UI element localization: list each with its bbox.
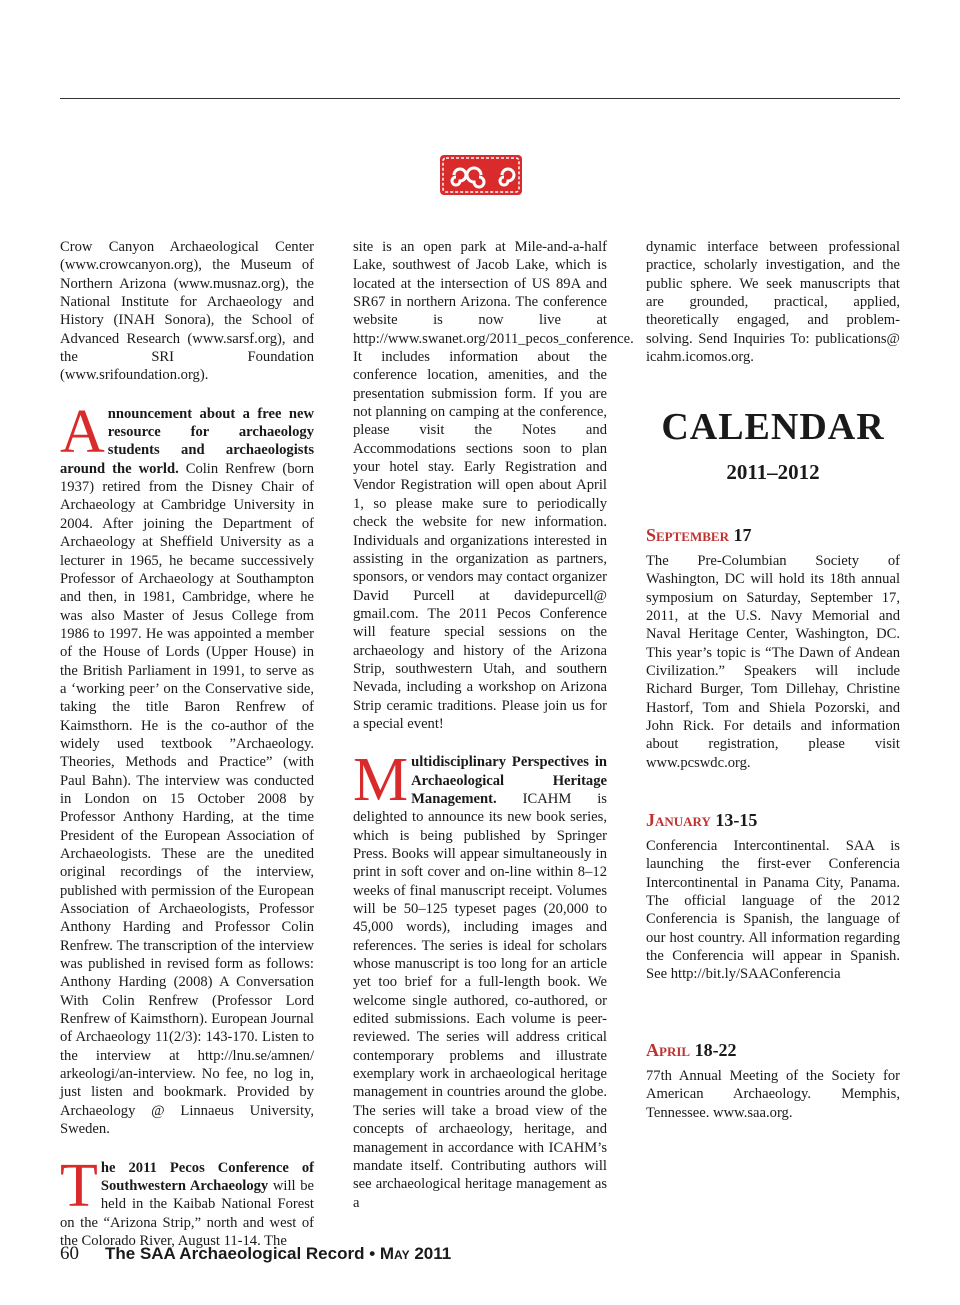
calendar-years: 2011–2012 xyxy=(726,460,820,484)
renfrew-announcement xyxy=(60,397,314,1139)
spiral-ornament-icon xyxy=(440,155,522,195)
event-text: The Pre-Columbian Society of Washington, DC will hold its 18th annual symposium on Saturday, September 17, 2011, at the U.S. Navy Memorial and Naval Heritage Center, Washington, DC. This year’s topic is “The Dawn of Andean Civilization.” Speakers will include Richard Burger, Tom Dillehay, Christine Hastorf, Tom and Shiela Pozorski, and John Rick. For details and information about registration, please visit www.pcswdc.org. xyxy=(646,553,900,771)
column-3 xyxy=(646,238,900,366)
pecos-announcement xyxy=(60,1151,314,1251)
institutions-paragraph: Crow Canyon Archaeological Center (www.crowcanyon.org), the Museum of Northern Arizona (www.musnaz.org), the National Institute for Archaeology and History (INAH Sonora), the School of Advanced Research (www.sarsf.org), and the SRI Foundation (www.srifoundation.org). xyxy=(60,239,314,384)
footer-separator: • xyxy=(369,1244,376,1263)
event-month: January xyxy=(646,810,711,830)
event-text: 77th Annual Meeting of the Society for American Archaeology. Memphis, Tennessee. www.saa.org. xyxy=(646,1068,900,1121)
renfrew-lead: nnouncement about a free new resource for archaeology students and archaeologists around the world. xyxy=(60,405,314,477)
event-month: April xyxy=(646,1040,691,1060)
issue-date: May 2011 xyxy=(379,1244,452,1263)
event-april xyxy=(646,1040,900,1122)
calendar-title: CALENDAR xyxy=(661,406,885,448)
pecos-lead: he 2011 Pecos Conference of Southwestern Archaeology xyxy=(100,1159,314,1194)
drop-cap-t: T xyxy=(60,1151,98,1220)
event-text: Conferencia Intercontinental. SAA is launching the first-ever Conferencia Intercontinental in Panama City, Panama. The official language of the 2012 Conferencia is Spanish, the language of our host country. All information regarding the Conferencia will appear in Spanish. See http://bit.ly/SAAConferencia xyxy=(646,838,900,983)
event-days: 13-15 xyxy=(715,810,758,830)
event-september xyxy=(646,525,900,772)
pecos-continued: site is an open park at Mile-and-a-half Lake, southwest of Jacob Lake, which is located at the intersection of US 89A and SR67 in northern Arizona. The conference website is now live at http://www.swanet.org/2011_pecos_conference. It includes information about the conference location, amenities, and the presentation submission form. If you are not planning on camping at the conference, please visit the Notes and Accommodations sections soon to plan your hotel stay. Early Registration and Vendor Registration will open about April 1, so please make sure to periodically check the website for new information. Individuals and organizations interested in assisting in the organization as partners, sponsors, or vendors may contact organizer David Purcell at davidepurcell@ gmail.com. The 2011 Pecos Conference will feature special sessions on the archaeology and history of the Arizona Strip, southwestern Utah, and southern Nevada, including a workshop on Arizona Strip ceramic traditions. Please join us for a special event! xyxy=(353,239,634,732)
page-footer xyxy=(60,1243,451,1265)
page-number: 60 xyxy=(60,1243,79,1264)
header-rule xyxy=(60,98,900,99)
drop-cap-m: M xyxy=(353,746,409,815)
icahm-announcement xyxy=(353,746,607,1212)
column-2 xyxy=(353,238,634,1212)
pecos-body: will be held in the Kaibab National Forest on the “Arizona Strip,” north and west of the Colorado River, August 11-14. The xyxy=(60,1177,314,1249)
drop-cap-a: A xyxy=(60,397,105,466)
icahm-body: ICAHM is delighted to announce its new book series, which is being published by Springer Press. Books will appear simultaneously in print in soft cover and on-line within 8–12 weeks of final manuscript receipt. Volumes will be 50–125 typeset pages (20,000 to 45,000 words), including images and references. The series is ideal for scholars whose manuscript is too long for an article yet too brief for a full-length book. We welcome single authored, co-authored, or edited submissions. Each volume is peer-reviewed. The series will address critical contemporary problems and illustrate exemplary work in archaeological heritage management in countries around the globe. The series will take a broad view of the concepts of archaeology, heritage, and management in accordance with ICAHM’s mandate itself. Contributing authors will see archaeological heritage management as a xyxy=(353,790,607,1211)
event-date xyxy=(646,525,900,546)
icahm-continued: dynamic interface between professional practice, scholarly investigation, and the public sphere. We seek manuscripts that are grounded, practical, applied, theoretically engaged, and problem-solving. Send Inquiries To: publications@ icahm.icomos.org. xyxy=(646,239,900,366)
event-month: September xyxy=(646,525,729,545)
event-january xyxy=(646,810,900,984)
event-date xyxy=(646,1040,900,1061)
column-1 xyxy=(60,238,314,1250)
icahm-lead: ultidisciplinary Perspectives in Archaeological Heritage Management. xyxy=(411,754,607,807)
event-days: 18-22 xyxy=(694,1040,737,1060)
event-date xyxy=(646,810,900,831)
publication-title: The SAA Archaeological Record xyxy=(105,1244,365,1263)
event-days: 17 xyxy=(733,525,752,545)
renfrew-body: Colin Renfrew (born 1937) retired from the Disney Chair of Archaeology at Cambridge University in 2004. After joining the Department of Archaeology at Sheffield University as a lecturer in 1965, he became successively Professor of Archaeology at Southampton and then, in 1981, Cambridge, where he was also Master of Jesus College from 1986 to 1997. He was appointed a member of the House of Lords (Upper House) in the British Parliament in 1991, to serve as a ‘working peer’ on the Conservative side, taking the title Baron Renfrew of Kaimsthorn. He is the co-author of the widely used textbook ”Archaeology. Theories, Methods and Practice” (with Paul Bahn). The interview was conducted in London on 15 October 2008 by Professor Anthony Harding, at the time President of the European Association of Archaeologists. These are the unedited original recordings of the interview, published with permission of the European Association of Archaeologists, Professor Anthony Harding and Professor Colin Renfrew. The transcription of the interview was published in revised form as follows: Anthony Harding (2008) A Conversation With Colin Renfrew (Professor Lord Renfrew of Kaimsthorn). European Journal of Archaeology 11(2/3): 143-170. Listen to the interview at http://lnu.se/amnen/ arkeologi/an-interview. No fee, no log in, just listen and bookmark. Provided by Archaeology @ Linnaeus University, Sweden. xyxy=(60,460,314,1138)
